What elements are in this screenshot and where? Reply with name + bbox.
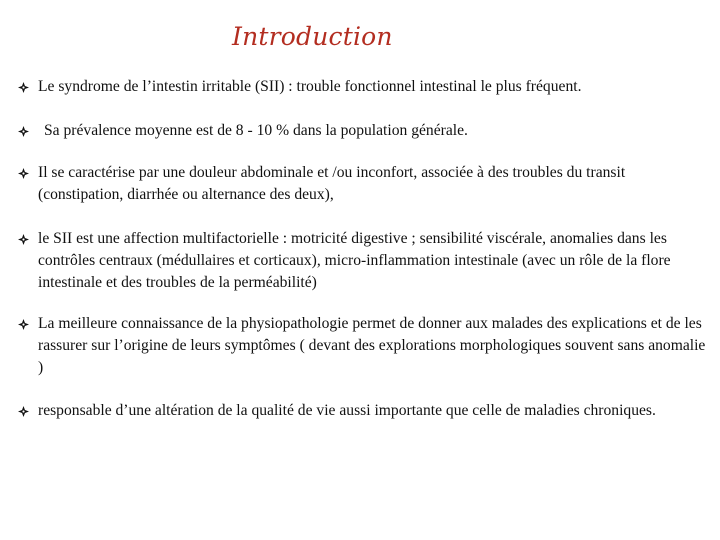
bullet-item [18,162,710,206]
bullet-text: Sa prévalence moyenne est de 8 - 10 % dans la population générale. [44,122,468,139]
bullet-text: le SII est une affection multifactorielle : motricité digestive ; sensibilité viscérale, anomalies dans les contrôles centraux (médullaires et corticaux), micro-inflammation intestinale (avec un rôle de la flore intestinale et des troubles de la perméabilité) [38,230,671,291]
bullet-text: responsable d’une altération de la qualité de vie aussi importante que celle de maladies chroniques. [38,402,656,419]
bullet-item [18,76,710,98]
diamond-bullet-icon [18,162,38,184]
bullet-text: Le syndrome de l’intestin irritable (SII) : trouble fonctionnel intestinal le plus fréquent. [38,78,582,95]
diamond-bullet-icon [18,76,38,98]
diamond-bullet-icon [18,120,38,142]
bullet-text: La meilleure connaissance de la physiopathologie permet de donner aux malades des explications et de les rassurer sur l’origine de leurs symptômes ( devant des explorations morphologiques souvent sans anomalie ) [38,315,706,376]
bullet-item [18,120,710,142]
slide-title: Introduction [232,22,393,51]
bullet-item [18,400,710,422]
diamond-bullet-icon [18,400,38,422]
bullet-item [18,313,710,379]
bullet-item [18,228,710,294]
diamond-bullet-icon [18,228,38,250]
diamond-bullet-icon [18,313,38,335]
bullet-text: Il se caractérise par une douleur abdominale et /ou inconfort, associée à des troubles du transit (constipation, diarrhée ou alternance des deux), [38,164,626,203]
